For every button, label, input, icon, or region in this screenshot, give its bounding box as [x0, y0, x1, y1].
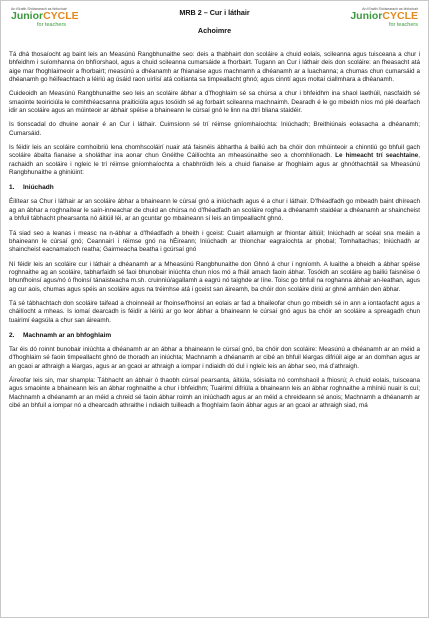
section-2-paragraph-1: Tar éis dó roinnt bunobair iniúchta a dhéanamh ar an ábhar a bhaineann le cúrsaí gnó, ba chóir don scoláire: Measúnú a dhéanamh ar an méid a d’fhoghlaim sé faoin timpeallacht ghnó de thoradh an iniúchta; Machnamh a dhéanamh ar cibé an bhfuil léargas difriúil aige ar an domhan agus ar an gcaoi ar athraigh a léargas, agus ar an gcaoi ar athraigh a iompar i ndiaidh dó dul i ngleic leis an ábhar seo, má d’athraigh. [9, 345, 420, 370]
section-number: 2. [9, 331, 15, 339]
section-1-paragraph-3: Ní féidir leis an scoláire cur i láthair a dhéanamh ar a Mheasúnú Rangbhunaithe don Ghnó á chur i ngníomh. A luaithe a bheidh a ábhar spéise roghnaithe ag an scoláire, tabharfaidh sé faoi bhunobair iniúchta chun níos mó a fháil amach faoin ábhar. Tosóidh an scoláire ag bailiú faisnéise ó bhunfhoinsí agus/nó ó fhoinsí tánaisteacha m.sh. cruinniú/agallamh a eagrú nó taighde ar líne. Toisc go bhfuil na roghanna ábhair an-leathan, agus ag cur aois, chumas agus spéis an scoláire agus na tréimhse atá i gceist san áireamh, ba chóir don scoláire díriú ar ghné amháin den ábhar. [9, 260, 420, 293]
section-2-paragraph-2: Áireofar leis sin, mar shampla: Tábhacht an ábhair ó thaobh cúrsaí pearsanta, áitiúla, sóisialta nó comhshaoil a fhiosrú; A chuid eolais, tuisceana agus smaointe a bhaineann leis an ábhar roghnaithe a chur i bhfeidhm; Tuairimí difriúla a bhaineann leis an ábhar roghnaithe a mhíniú nuair is cuí; Machnamh a dhéanamh ar an méid a chreid sé faoin ábhar roimh an iniúchadh agus ar an méid a chreideann sé anois; Machnamh a dhéanamh ar cibé an bhfuil a iompar nó a dhearcadh athraithe i ndiaidh tuilleadh a fhoghlaim faoin ábhar agus ar an gcaoi ar athraigh siad, má [9, 376, 420, 409]
logo-brand [350, 11, 418, 22]
intro-paragraph-1: Tá dhá thosaíocht ag baint leis an Measúnú Rangbhunaithe seo: deis a thabhairt don scoláire a chuid eolais, scileanna agus tuisceana a chur i bhfeidhm i suíomhanna ón bhfíorshaol, agus a chuid scileanna cumarsáide a fhorbairt. Tugann an Cur i láthair deis don scoláire: an fheasacht atá aige mar fhoghlaimeoir a fhorbairt; measúnú a dhéanamh ar fhianaise agus machnamh a dhéanamh ar a luachanna; a chumas chun cumarsáid a dhéanamh go héifeachtach a léiriú ag úsáid raon uirlisí atá coitianta sa timpeallacht ghnó; agus cinntí agus moltaí ciallmhara a dhéanamh. [9, 51, 420, 84]
logo-brand-cycle: CYCLE [43, 10, 79, 22]
logo-tagline: An tSraith Shóisearach as bhfochair [362, 7, 418, 11]
section-1-paragraph-1: Éilítear sa Chur i láthair ar an scoláire ábhar a bhaineann le cúrsaí gnó a iniúchadh agus é a chur i láthair. D’fhéadfadh go mbeadh baint dhíreach ag an ábhar a roghnaítear le saín-inneachar de chuid an chúrsa nó d’fhéadfadh an scoláire rogha a dhéanamh staidéar a dhéanamh ar shaincheist a bhfuil tábhacht phearsanta nó áitiúil léi, ar an gcuntar go mbaineann sí leis an timpeallacht ghnó. [9, 198, 420, 223]
junior-cycle-logo-right [350, 7, 418, 28]
intro-paragraph-3: Is tionscadal do dhuine aonair é an Cur i láthair. Cuimsíonn sé trí réimse gníomhaíochta: Iniúchadh; Breithiúnais eolasacha a dhéanamh; Cumarsáid. [9, 121, 420, 137]
section-heading-1 [9, 183, 420, 192]
logo-subtitle: for teachers [388, 22, 418, 28]
section-title: Machnamh ar an bhfoghlaim [23, 331, 112, 339]
section-1-paragraph-4: Tá sé tábhachtach don scoláire taifead a choinneáil ar fhoinse/fhoinsí an eolais ar fad a bhaileofar chun go mbeidh sé in ann a iontaofacht agus a cháilíocht a mheas. Is iomaí dearcadh is féidir a léiriú ar go leor ábhar a bhaineann le cúrsaí gnó agus ba chóir an scoláire a spreagadh chun tuairimí éagsúla a chur san áireamh. [9, 299, 420, 324]
logo-brand-junior: Junior [350, 10, 383, 22]
section-1-paragraph-2: Tá siad seo a leanas i measc na n-ábhar a d’fhéadfadh a bheith i gceist: Cuairt allamuigh ar fhiontar áitiúil; Iniúchadh ar scéal sna meáin a bhaineann le cúrsaí gnó; Ceannairí i réimse gnó na hÉireann; Iniúchadh ar thionchar eagraíochta ar phobal; Tomhaltachas; Iniúchadh ar shaincheist eacnamaíoch reatha; Gairmeacha beatha i gcúrsaí gnó [9, 229, 420, 254]
logo-tagline: An tSraith Shóisearach as bhfochair [11, 7, 67, 11]
logo-subtitle: for teachers [37, 22, 67, 28]
section-number: 1. [9, 184, 15, 192]
section-heading-2 [9, 331, 420, 340]
page-subtitle: Achoimre [197, 26, 232, 35]
page-title: MRB 2 – Cur i láthair [179, 8, 250, 17]
bold-phrase: Le himeacht trí seachtaine [335, 152, 419, 160]
logo-brand-cycle: CYCLE [382, 10, 418, 22]
logo-brand-junior: Junior [11, 10, 44, 22]
document-content [9, 7, 420, 611]
section-title: Iniúchadh [23, 184, 54, 192]
document-header [9, 7, 420, 51]
intro-paragraph-2: Cuideoidh an Measúnú Rangbhunaithe seo leis an scoláire ábhar a d’fhoghlaim sé sa chúrsa a chur i bhfeidhm ina shaol laethúil, nascfaidh sé smaointe teoiriciúla le comhthéacsanna praiticiúla agus tosóidh sé ag forbairt scileanna machnaimh. Dearadh é le go mbeidh níos mó plé dearfach idir an scoláire agus an múinteoir ar ábhair spéise a bhaineann le cúrsaí gnó le linn na dtrí bliana staidéir. [9, 90, 420, 115]
intro-paragraph-4: Is féidir leis an scoláire comhoibriú lena chomhscoláirí nuair atá faisnéis ábhartha á bailiú ach ba chóir don mhúinteoir a chinntiú go bhfuil gach scoláire ábalta fianaise a sholáthar ina aonar chun Gnéithe Cáilíochta an mheasúnaithe seo a chomhlíonadh. Le himeacht trí seachtaine, rachaidh an scoláire i ngleic le trí réimse gníomhaíochta a chabhróidh leis a chuid fianaise ar fhoghlaim agus ar ghnóthachtáil sa Mheasúnú Rangbhunaithe a ghiniúint: [9, 144, 420, 177]
